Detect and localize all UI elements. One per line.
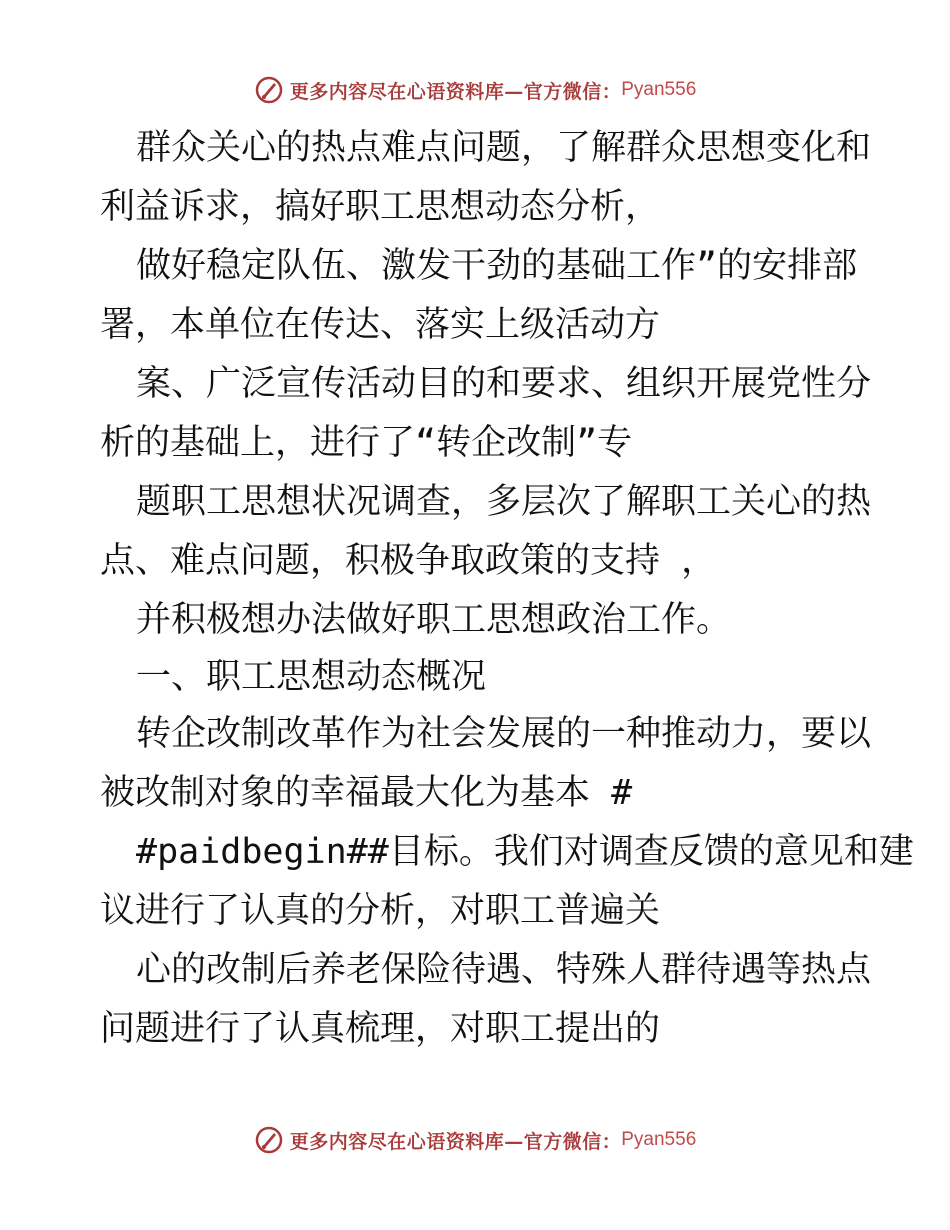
banner-text: 更多内容尽在心语资料库—官方微信： <box>289 80 622 103</box>
body-line: #paidbegin##目标。我们对调查反馈的意见和建 <box>136 832 914 872</box>
body-line: 转企改制改革作为社会发展的一种推动力，要以 <box>136 714 872 754</box>
banner-wechat-id: Pyan556 <box>621 1129 697 1150</box>
body-line: 心的改制后养老保险待遇、特殊人群待遇等热点 <box>136 950 872 990</box>
body-line: 被改制对象的幸福最大化为基本 # <box>100 773 633 813</box>
body-line: 并积极想办法做好职工思想政治工作。 <box>136 600 732 640</box>
body-line: 做好稳定队伍、激发干劲的基础工作”的安排部 <box>136 246 858 286</box>
body-line: 群众关心的热点难点问题，了解群众思想变化和 <box>136 128 872 168</box>
footer-banner <box>0 1120 950 1160</box>
body-line: 利益诉求，搞好职工思想动态分析， <box>100 187 661 227</box>
header-banner <box>0 70 950 110</box>
body-line: 问题进行了认真梳理，对职工提出的 <box>100 1009 661 1049</box>
body-line: 议进行了认真的分析，对职工普遍关 <box>100 891 661 931</box>
banner-text: 更多内容尽在心语资料库—官方微信： <box>289 1130 622 1153</box>
section-heading: 一、职工思想动态概况 <box>136 657 487 697</box>
body-line: 署，本单位在传达、落实上级活动方 <box>100 305 661 345</box>
body-line: 案、广泛宣传活动目的和要求、组织开展党性分 <box>136 364 872 404</box>
banner-wechat-id: Pyan556 <box>621 79 697 100</box>
body-line: 点、难点问题，积极争取政策的支持 ， <box>100 541 717 581</box>
quill-seal-icon <box>254 1125 284 1155</box>
quill-seal-icon <box>254 75 284 105</box>
body-line: 题职工思想状况调查，多层次了解职工关心的热 <box>136 482 872 522</box>
body-line: 析的基础上，进行了“转企改制”专 <box>100 423 633 463</box>
